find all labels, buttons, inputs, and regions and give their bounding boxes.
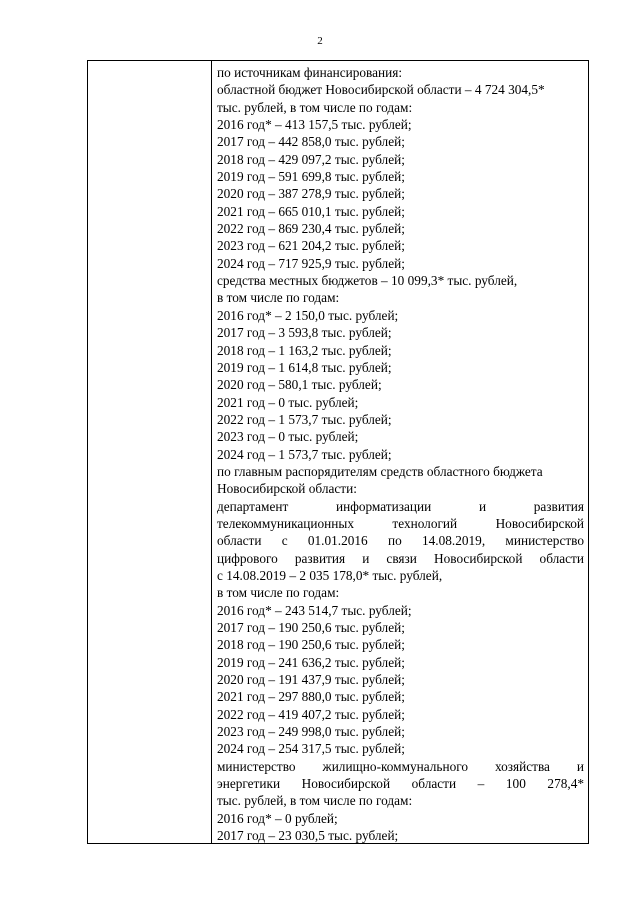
document-table [87,60,589,844]
text-line: энергетики Новосибирской области – 100 278,4* [217,776,584,792]
text-line: 2021 год – 665 010,1 тыс. рублей; [217,203,405,219]
text-line: 2021 год – 0 тыс. рублей; [217,394,359,410]
text-line: 2023 год – 621 204,2 тыс. рублей; [217,238,405,254]
column-divider [211,61,212,843]
text-line: 2020 год – 387 278,9 тыс. рублей; [217,186,405,202]
text-line: 2020 год – 580,1 тыс. рублей; [217,377,382,393]
text-line: 2018 год – 190 250,6 тыс. рублей; [217,637,405,653]
text-line: по главным распорядителям средств областного бюджета [217,463,543,479]
text-line: 2017 год – 190 250,6 тыс. рублей; [217,620,405,635]
text-line: 2016 год* – 0 рублей; [217,810,338,826]
text-line: области с 01.01.2016 по 14.08.2019, министерство [217,533,584,549]
text-line: 2016 год* – 243 514,7 тыс. рублей; [217,602,412,618]
text-line: 2024 год – 717 925,9 тыс. рублей; [217,255,405,271]
text-line: областной бюджет Новосибирской области – 4 724 304,5* [217,82,545,98]
text-line: 2016 год* – 413 157,5 тыс. рублей; [217,117,412,133]
text-line: 2022 год – 419 407,2 тыс. рублей; [217,706,405,722]
text-line: 2023 год – 0 тыс. рублей; [217,429,359,445]
text-line: департамент информатизации и развития [217,498,584,514]
text-line: телекоммуникационных технологий Новосибирской [217,515,584,531]
text-line: 2016 год* – 2 150,0 тыс. рублей; [217,307,399,323]
text-line: 2024 год – 1 573,7 тыс. рублей; [217,446,392,462]
text-line: 2021 год – 297 880,0 тыс. рублей; [217,689,405,705]
text-line: 2022 год – 1 573,7 тыс. рублей; [217,411,392,427]
text-line: тыс. рублей, в том числе по годам: [217,793,413,809]
text-line: 2023 год – 249 998,0 тыс. рублей; [217,724,405,740]
text-line: в том числе по годам: [217,585,340,601]
text-line: 2019 год – 591 699,8 тыс. рублей; [217,169,405,185]
text-line: 2017 год – 23 030,5 тыс. рублей; [217,828,399,844]
text-line: 2020 год – 191 437,9 тыс. рублей; [217,672,405,688]
text-line: средства местных бюджетов – 10 099,3* тыс. рублей, [217,273,518,289]
text-line: 2018 год – 1 163,2 тыс. рублей; [217,342,392,358]
text-line: 2017 год – 442 858,0 тыс. рублей; [217,134,405,150]
text-line: 2019 год – 241 636,2 тыс. рублей; [217,654,405,670]
text-line: тыс. рублей, в том числе по годам: [217,99,413,115]
financing-text-cell [217,64,584,844]
text-line: 2018 год – 429 097,2 тыс. рублей; [217,151,405,167]
text-line: Новосибирской области: [217,481,357,497]
text-line: 2017 год – 3 593,8 тыс. рублей; [217,325,392,341]
text-line: 2019 год – 1 614,8 тыс. рублей; [217,359,392,375]
text-line: цифрового развития и связи Новосибирской области [217,550,584,566]
text-line: по источникам финансирования: [217,65,403,80]
page-number: 2 [317,35,323,47]
text-line: министерство жилищно-коммунального хозяйства и [217,758,584,774]
text-line: в том числе по годам: [217,290,340,306]
text-line: 2024 год – 254 317,5 тыс. рублей; [217,741,405,757]
text-line: с 14.08.2019 – 2 035 178,0* тыс. рублей, [217,567,443,583]
text-line: 2022 год – 869 230,4 тыс. рублей; [217,221,405,237]
